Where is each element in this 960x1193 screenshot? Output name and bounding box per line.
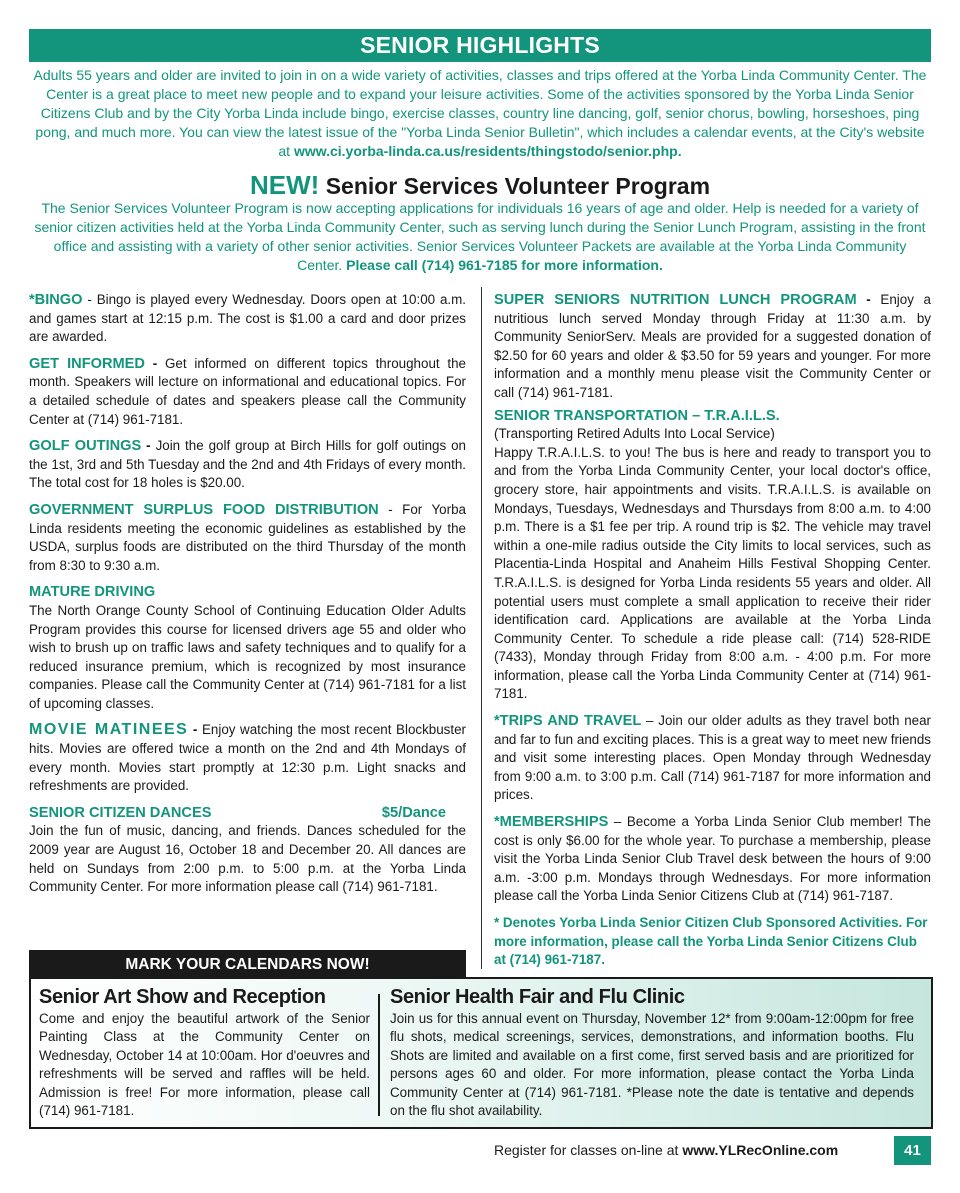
volunteer-call: Please call (714) 961-7185 for more information. — [346, 257, 663, 273]
art-show-body: Come and enjoy the beautiful artwork of the Senior Painting Class at the Community Center on Wednesday, October 14 at 10:00am. Hor d'oeuvres and refreshments will be served and raffles will be held. Admission is free! For more information, please call (714) 961-7181. — [39, 1011, 370, 1119]
transport-body: Happy T.R.A.I.L.S. to you! The bus is here and ready to transport you to and from the Yorba Linda Community Center, your local doctor's office, grocery store, hair appointments and visits. T.R.A.I.L.S. is available on Mondays, Tuesdays, Wednesdays and Thursdays from 8:00 a.m. to 4:00 p.m. There is a $1 fee per trip. A round trip is $2. The vehicle may travel within a one-mile radius outside the City limits to local services, such as Placentia-Linda Hospital and Anaheim Hills Festival Shopping Center. T.R.A.I.L.S. is designed for Yorba Linda residents 55 years and older. All potential users must complete a small application to receive their rider identification card. Applications are available at the Yorba Linda Community Center. To schedule a ride please call: (714) 528-RIDE (7433), Monday through Friday from 8:00 a.m. - 4:00 p.m. For more information, please call the Yorba Linda Community Center at (714) 961-7181. — [494, 444, 931, 702]
art-show-panel — [39, 984, 370, 1120]
food-title: GOVERNMENT SURPLUS FOOD DISTRIBUTION — [29, 501, 379, 518]
footer-text: Register for classes on-line at — [494, 1142, 683, 1158]
club-footnote: * Denotes Yorba Linda Senior Citizen Club Sponsored Activities. For more information, please call the Yorba Linda Senior Citizens Club at (714) 961-7187. — [494, 915, 928, 968]
get-informed-body: Get informed on different topics throughout the month. Speakers will lecture on informational and educational topics. For a detailed schedule of dates and speakers please call the Community Center at (714) 961-7181. — [29, 355, 467, 427]
dances-body: Join the fun of music, dancing, and friends. Dances scheduled for the 2009 year are August 16, October 18 and December 20. All dances are held on Sundays from 2:00 p.m. to 5:00 p.m. at the Yorba Linda Community Center. For more information please call (714) 961-7181. — [29, 823, 466, 895]
movies-title: MOVIE MATINEES — [29, 721, 189, 739]
left-column — [29, 291, 466, 905]
get-informed-title: GET INFORMED — [29, 355, 145, 372]
bingo-section — [29, 291, 466, 347]
dances-section — [29, 804, 466, 897]
driving-section — [29, 583, 466, 713]
golf-title: GOLF OUTINGS — [29, 438, 142, 455]
golf-dash: - — [141, 438, 156, 454]
bingo-dash: - — [82, 292, 97, 307]
health-fair-body: Join us for this annual event on Thursday, November 12* from 9:00am-12:00pm for free flu shots, medical screenings, services, demonstrations, and information booths. Flu Shots are limited and available on a first come, first served basis and are prioritized for persons ages 60 and older. For more information, please contact the Yorba Linda Community Center at (714) 961-7181. *Please note the date is tentative and depends on the flu shot availability. — [390, 1011, 914, 1119]
memberships-title: *MEMBERSHIPS — [494, 814, 609, 831]
memberships-section — [494, 813, 931, 906]
nutrition-title: SUPER SENIORS NUTRITION LUNCH PROGRAM — [494, 292, 857, 308]
food-dash: - — [378, 501, 403, 517]
food-section — [29, 501, 466, 575]
calendar-header: MARK YOUR CALENDARS NOW! — [29, 950, 466, 977]
trips-body: Join our older adults as they travel both near and far to fun and exciting places. This is a great way to meet new friends and visit some interesting places. Open Monday through Wednesday from 9:00 a.m. to 3:00 p.m. Call (714) 961-7187 for more information and prices. — [494, 713, 932, 803]
volunteer-heading — [0, 170, 960, 201]
new-label: NEW! — [249, 170, 320, 200]
golf-body: Join the golf group at Birch Hills for golf outings on the 1st, 3rd and 5th Tuesday and the 2nd and 4th Fridays of every month. The total cost for 18 holes is $20.00. — [29, 438, 466, 491]
driving-body: The North Orange County School of Continuing Education Older Adults Program provides this course for licensed drivers age 55 and older who wish to brush up on traffic laws and safety techniques and to qualify for a reduced insurance premium, which is recognized by most insurance companies. Please call the Community Center at (714) 961-7181 for a list of upcoming classes. — [29, 602, 466, 711]
driving-title: MATURE DRIVING — [29, 584, 156, 601]
food-body: For Yorba Linda residents meeting the economic guidelines as established by the USDA, surplus foods are distributed on the third Thursday of the month from 8:30 to 9:30 a.m. — [29, 501, 466, 573]
nutrition-section — [494, 291, 931, 403]
transport-subtitle: (Transporting Retired Adults Into Local Service) — [494, 426, 775, 442]
volunteer-title: Senior Services Volunteer Program — [325, 173, 711, 199]
volunteer-body: The Senior Services Volunteer Program is now accepting applications for individuals 16 years of age and older. Help is needed for a variety of senior citizen activities held at the Yorba Linda Community Center, such as serving lunch during the Senior Lunch Program, assisting in the front office and assisting with a variety of other senior activities. Senior Services Volunteer Packets are available at the Yorba Linda Community Center. — [34, 200, 926, 273]
bingo-title: *BINGO — [29, 292, 83, 308]
footer-register — [494, 1141, 864, 1159]
art-show-title: Senior Art Show and Reception — [39, 986, 326, 1008]
calendar-divider — [378, 994, 380, 1116]
dances-heading — [29, 804, 466, 823]
get-informed-section — [29, 355, 466, 429]
get-informed-dash: - — [144, 355, 165, 371]
memberships-dash: – — [608, 814, 627, 830]
section-banner: SENIOR HIGHLIGHTS — [29, 29, 931, 62]
transport-section — [494, 407, 931, 705]
register-link[interactable]: www.YLRecOnline.com — [682, 1142, 839, 1158]
memberships-body: Become a Yorba Linda Senior Club member! The cost is only $6.00 for the whole year. To purchase a membership, please visit the Yorba Linda Senior Club Travel desk between the hours of 9:00 a.m. -3:00 p.m. Mondays through Wednesdays. For more information please call the Yorba Linda Senior Citizens Club at (714) 961-7187. — [494, 814, 932, 904]
column-divider — [481, 287, 482, 969]
right-column — [494, 291, 931, 978]
golf-section — [29, 437, 466, 493]
page-number: 41 — [894, 1136, 931, 1165]
intro-paragraph — [32, 66, 928, 161]
intro-text: Adults 55 years and older are invited to join in on a wide variety of activities, classes and trips offered at the Yorba Linda Community Center. The Center is a great place to meet new people and to expand your leisure activities. Some of the activities sponsored by the Yorba Linda Senior Citizens Club and by the City Yorba Linda include bingo, exercise classes, country line dancing, golf, senior chorus, bowling, horseshoes, ping pong, and much more. You can view the latest issue of the "Yorba Linda Senior Bulletin", which includes a calendar events, at the City's website at — [33, 67, 927, 159]
nutrition-dash: - — [856, 292, 881, 307]
trips-dash: – — [641, 713, 659, 729]
movies-body: Enjoy watching the most recent Blockbuster hits. Movies are offered twice a month on the 2nd and 4th Mondays of every month. Movies start promptly at 12:30 p.m. Light snacks and refreshments are provided. — [29, 722, 466, 794]
bingo-body: Bingo is played every Wednesday. Doors open at 10:00 a.m. and games start at 12:15 p.m. The cost is $1.00 a card and door prizes are awarded. — [29, 292, 466, 345]
senior-page-link[interactable]: www.ci.yorba-linda.ca.us/residents/thingstodo/senior.php. — [293, 143, 682, 159]
trips-section — [494, 712, 931, 805]
dances-price: $5/Dance — [381, 804, 446, 821]
nutrition-body: Enjoy a nutritious lunch served Monday through Friday at 11:30 a.m. by Community SeniorServ. Meals are provided for a suggested donation of $2.50 for 60 years and older & $3.50 for 59 years and younger. For more information and a monthly menu please visit the Community Center or call (714) 961-7181. — [494, 292, 931, 400]
transport-title: SENIOR TRANSPORTATION – T.R.A.I.L.S. — [494, 407, 780, 424]
dances-title: SENIOR CITIZEN DANCES — [29, 804, 212, 821]
health-fair-panel — [390, 984, 914, 1120]
health-fair-title: Senior Health Fair and Flu Clinic — [390, 986, 685, 1008]
trips-title: *TRIPS AND TRAVEL — [494, 713, 642, 730]
movies-section — [29, 721, 466, 795]
volunteer-paragraph — [34, 199, 926, 275]
movies-dash: - — [188, 722, 202, 738]
